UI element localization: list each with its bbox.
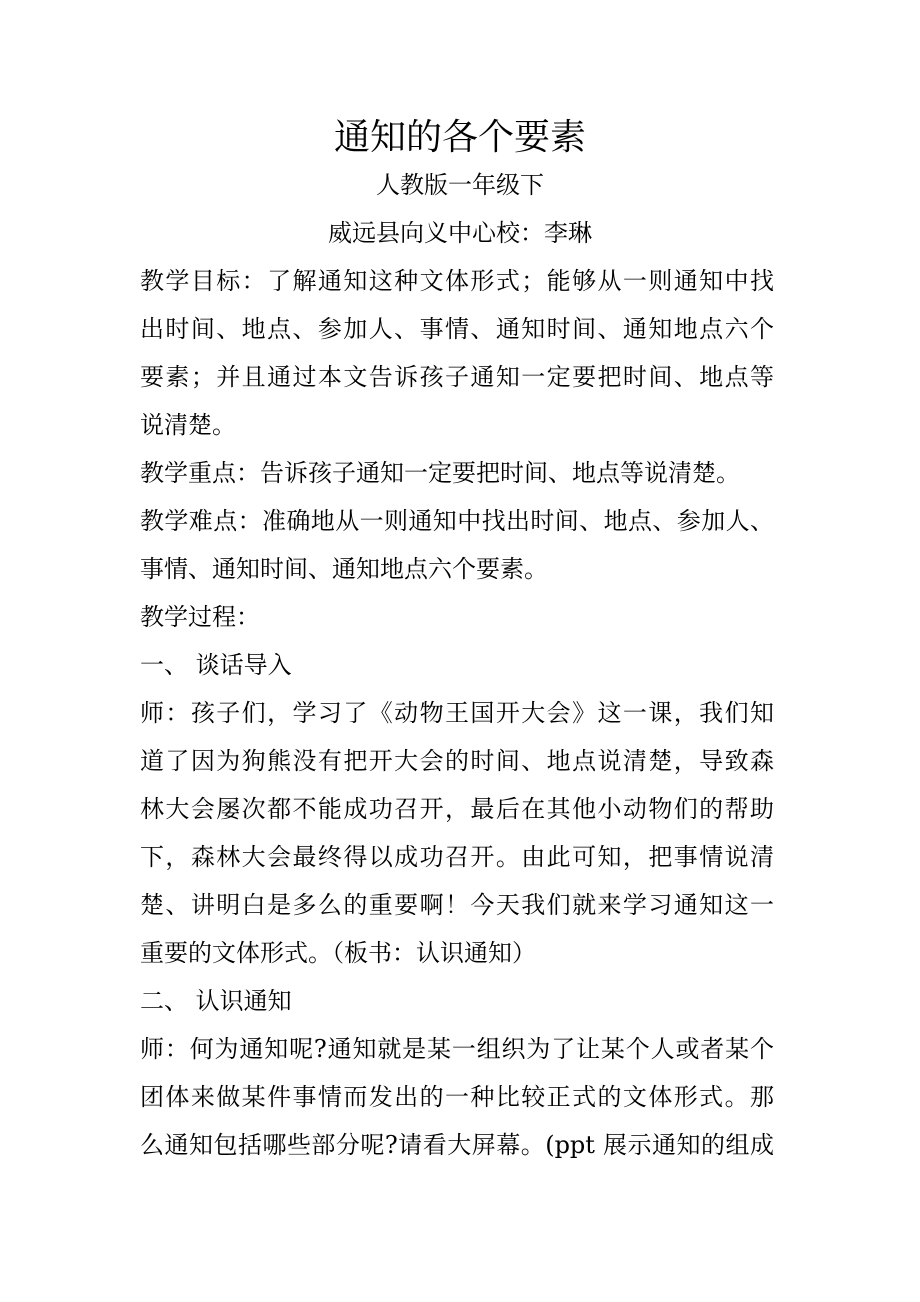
text-line: 林大会屡次都不能成功召开，最后在其他小动物们的帮助 — [140, 795, 774, 823]
paragraph — [140, 449, 774, 497]
text-line: 说清楚。 — [140, 411, 236, 439]
text-line: 道了因为狗熊没有把开大会的时间、地点说清楚，导致森 — [140, 747, 774, 775]
paragraph — [140, 1025, 774, 1169]
text-line: 师：孩子们，学习了《动物王国开大会》这一课，我们知 — [140, 699, 774, 727]
paragraph — [140, 977, 774, 1025]
paragraph — [140, 593, 774, 641]
text-line: 么通知包括哪些部分呢?请看大屏幕。(ppt 展示通知的组成 — [140, 1131, 774, 1159]
text-line: 楚、讲明白是多么的重要啊！今天我们就来学习通知这一 — [140, 891, 774, 919]
document-title: 通知的各个要素 — [333, 117, 586, 158]
document-author: 威远县向义中心校：李琳 — [328, 219, 592, 247]
text-line: 二、 认识通知 — [140, 987, 292, 1015]
text-line: 出时间、地点、参加人、事情、通知时间、通知地点六个 — [140, 315, 774, 343]
text-line: 师：何为通知呢?通知就是某一组织为了让某个人或者某个 — [140, 1035, 774, 1063]
paragraph — [140, 641, 774, 689]
text-line: 教学过程： — [140, 603, 260, 631]
document-subtitle: 人教版一年级下 — [376, 171, 544, 199]
paragraph — [140, 257, 774, 449]
paragraph — [140, 497, 774, 593]
text-line: 教学重点：告诉孩子通知一定要把时间、地点等说清楚。 — [140, 459, 740, 487]
text-line: 团体来做某件事情而发出的一种比较正式的文体形式。那 — [140, 1083, 774, 1111]
text-line: 下，森林大会最终得以成功召开。由此可知，把事情说清 — [140, 843, 774, 871]
document-body — [140, 257, 774, 1169]
text-line: 教学难点：准确地从一则通知中找出时间、地点、参加人、 — [140, 507, 774, 535]
text-line: 教学目标：了解通知这种文体形式；能够从一则通知中找 — [140, 267, 774, 295]
text-line: 重要的文体形式。（板书：认识通知） — [140, 939, 536, 967]
text-line: 要素；并且通过本文告诉孩子通知一定要把时间、地点等 — [140, 363, 774, 391]
paragraph — [140, 689, 774, 977]
text-line: 一、 谈话导入 — [140, 651, 292, 679]
text-line: 事情、通知时间、通知地点六个要素。 — [140, 555, 548, 583]
